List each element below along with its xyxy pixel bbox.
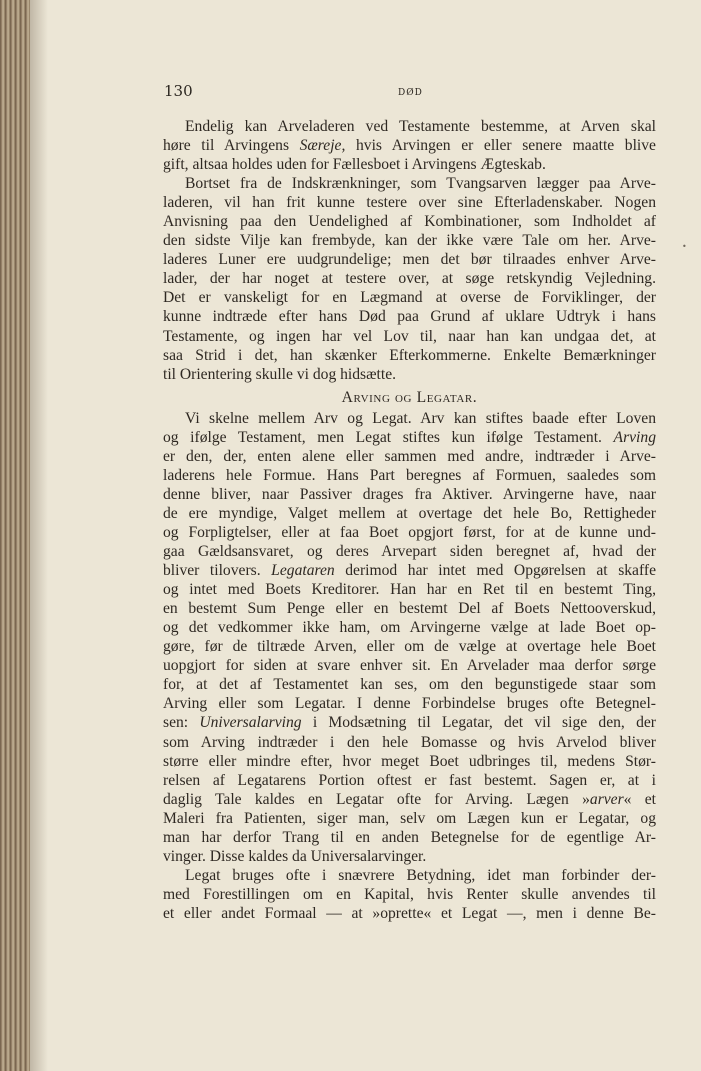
- text-line: et eller andet Formaal — at »oprette« et Legat —, men i denne Be-: [163, 904, 656, 922]
- text-line: Arving eller som Legatar. I denne Forbindelse bruges ofte Betegnel-: [163, 695, 656, 713]
- text-line: laderes Luner ere uudgrundelige; men det bør tilraades enhver Arve-: [163, 251, 656, 269]
- text-line: Endelig kan Arveladeren ved Testamente bestemme, at Arven skal: [185, 118, 656, 135]
- body-text: [163, 117, 656, 923]
- text-line: til Orientering skulle vi dog hidsætte.: [163, 365, 397, 383]
- italic-term: Universalarving: [199, 714, 302, 732]
- text-line: bliver tilovers. Legataren derimod har intet med Opgørelsen at skaffe: [163, 562, 656, 580]
- text-line: man har derfor Trang til en anden Betegnelse for de egentlige Ar-: [163, 828, 656, 846]
- text-line: og Forpligtelser, eller at faa Boet opgjort først, for at de kunne und-: [163, 523, 656, 541]
- text-line: Anvisning paa den Uendelighed af Kombinationer, som Indholdet af: [163, 213, 656, 231]
- italic-term: Særeje,: [299, 137, 346, 155]
- text-line: uopgjort for siden at svare enhver sit. En Arvelader maa derfor sørge: [163, 657, 656, 675]
- text-line: gøre, før de tiltræde Arven, eller om de vælge at overtage hele Boet: [163, 638, 656, 656]
- text-line: Maleri fra Patienten, siger man, selv om Lægen kun er Legatar, og: [163, 809, 656, 827]
- text-line: med Forestillingen om en Kapital, hvis Renter skulle anvendes til: [163, 885, 656, 903]
- italic-term: arver: [589, 790, 624, 808]
- text-line: Testamente, og ingen har vel Lov til, naar han kan undgaa det, at: [163, 327, 656, 345]
- text-line: større eller mindre efter, hvor meget Boet udbringes til, medens Stør-: [163, 752, 656, 770]
- text-line: daglig Tale kaldes en Legatar ofte for Arving. Lægen »arver« et: [163, 790, 656, 808]
- text-line: og ifølge Testament, men Legat stiftes kun ifølge Testament. Arving: [163, 428, 656, 446]
- text-line: lader, der har noget at testere over, at søge retskyndig Vejledning.: [163, 270, 656, 288]
- text-line: den sidste Vilje kan frembyde, kan der ikke være Tale om her. Arve-: [163, 232, 656, 250]
- margin-dot: •: [682, 242, 687, 251]
- italic-term: Legataren: [271, 562, 335, 580]
- text-line: Vi skelne mellem Arv og Legat. Arv kan stiftes baade efter Loven: [185, 409, 656, 427]
- text-line: denne bliver, naar Passiver drages fra Aktiver. Arvingerne have, naar: [163, 485, 656, 503]
- text-line: kunne indtræde efter hans Død paa Grund af uklare Udtryk i hans: [163, 308, 656, 326]
- text-line: som Arving indtræder i den hele Bomasse og hvis Arvelod bliver: [163, 733, 656, 751]
- section-heading: Arving og Legatar.: [341, 388, 478, 406]
- text-line: Legat bruges ofte i snævrere Betydning, idet man forbinder der-: [185, 866, 656, 884]
- gutter-shadow: [30, 0, 48, 1071]
- text-line: høre til Arvingens Særeje, hvis Arvingen er eller senere maatte blive: [163, 137, 656, 155]
- text-line: Det er vanskeligt for en Lægmand at overse de Forviklinger, der: [163, 289, 656, 307]
- text-line: gift, altsaa holdes uden for Fællesboet i Arvingens Ægteskab.: [163, 156, 546, 174]
- text-line: de ere myndige, Valget mellem at overtage det hele Bo, Rettigheder: [163, 504, 656, 522]
- text-line: gaa Gældsansvaret, og deres Arvepart siden beregnet af, hvad der: [163, 543, 656, 561]
- text-line: laderens hele Formue. Hans Part beregnes af Formuen, saaledes som: [163, 466, 656, 484]
- book-spine: [0, 0, 30, 1071]
- text-line: vinger. Disse kaldes da Universalarvinger.: [163, 847, 427, 865]
- text-line: relsen af Legatarens Portion oftest er fast bestemt. Sagen er, at i: [163, 771, 656, 789]
- text-line: Bortset fra de Indskrænkninger, som Tvangsarven lægger paa Arve-: [185, 175, 656, 193]
- page-number: 130: [164, 82, 193, 100]
- text-line: en bestemt Sum Penge eller en bestemt Del af Boets Nettooverskud,: [163, 600, 656, 618]
- text-line: for, at det af Testamentet kan ses, om den begunstigede staar som: [163, 676, 656, 694]
- text-line: laderen, vil han frit kunne testere over sine Efterladenskaber. Nogen: [163, 194, 656, 212]
- text-line: saa Strid i det, han skænker Efterkommerne. Enkelte Bemærkninger: [163, 346, 656, 364]
- running-head: DØD: [398, 88, 423, 98]
- page-header: [164, 82, 656, 106]
- text-line: og det vedkommer ikke ham, om Arvingerne vælge at lade Boet op-: [163, 619, 656, 637]
- italic-term: Arving: [613, 428, 656, 446]
- text-line: sen: Universalarving i Modsætning til Legatar, det vil sige den, der: [163, 714, 656, 732]
- text-line: er den, der, enten alene eller sammen med andre, indtræder i Arve-: [163, 447, 656, 465]
- text-line: og intet med Boets Kreditorer. Han har en Ret til en bestemt Ting,: [163, 581, 656, 599]
